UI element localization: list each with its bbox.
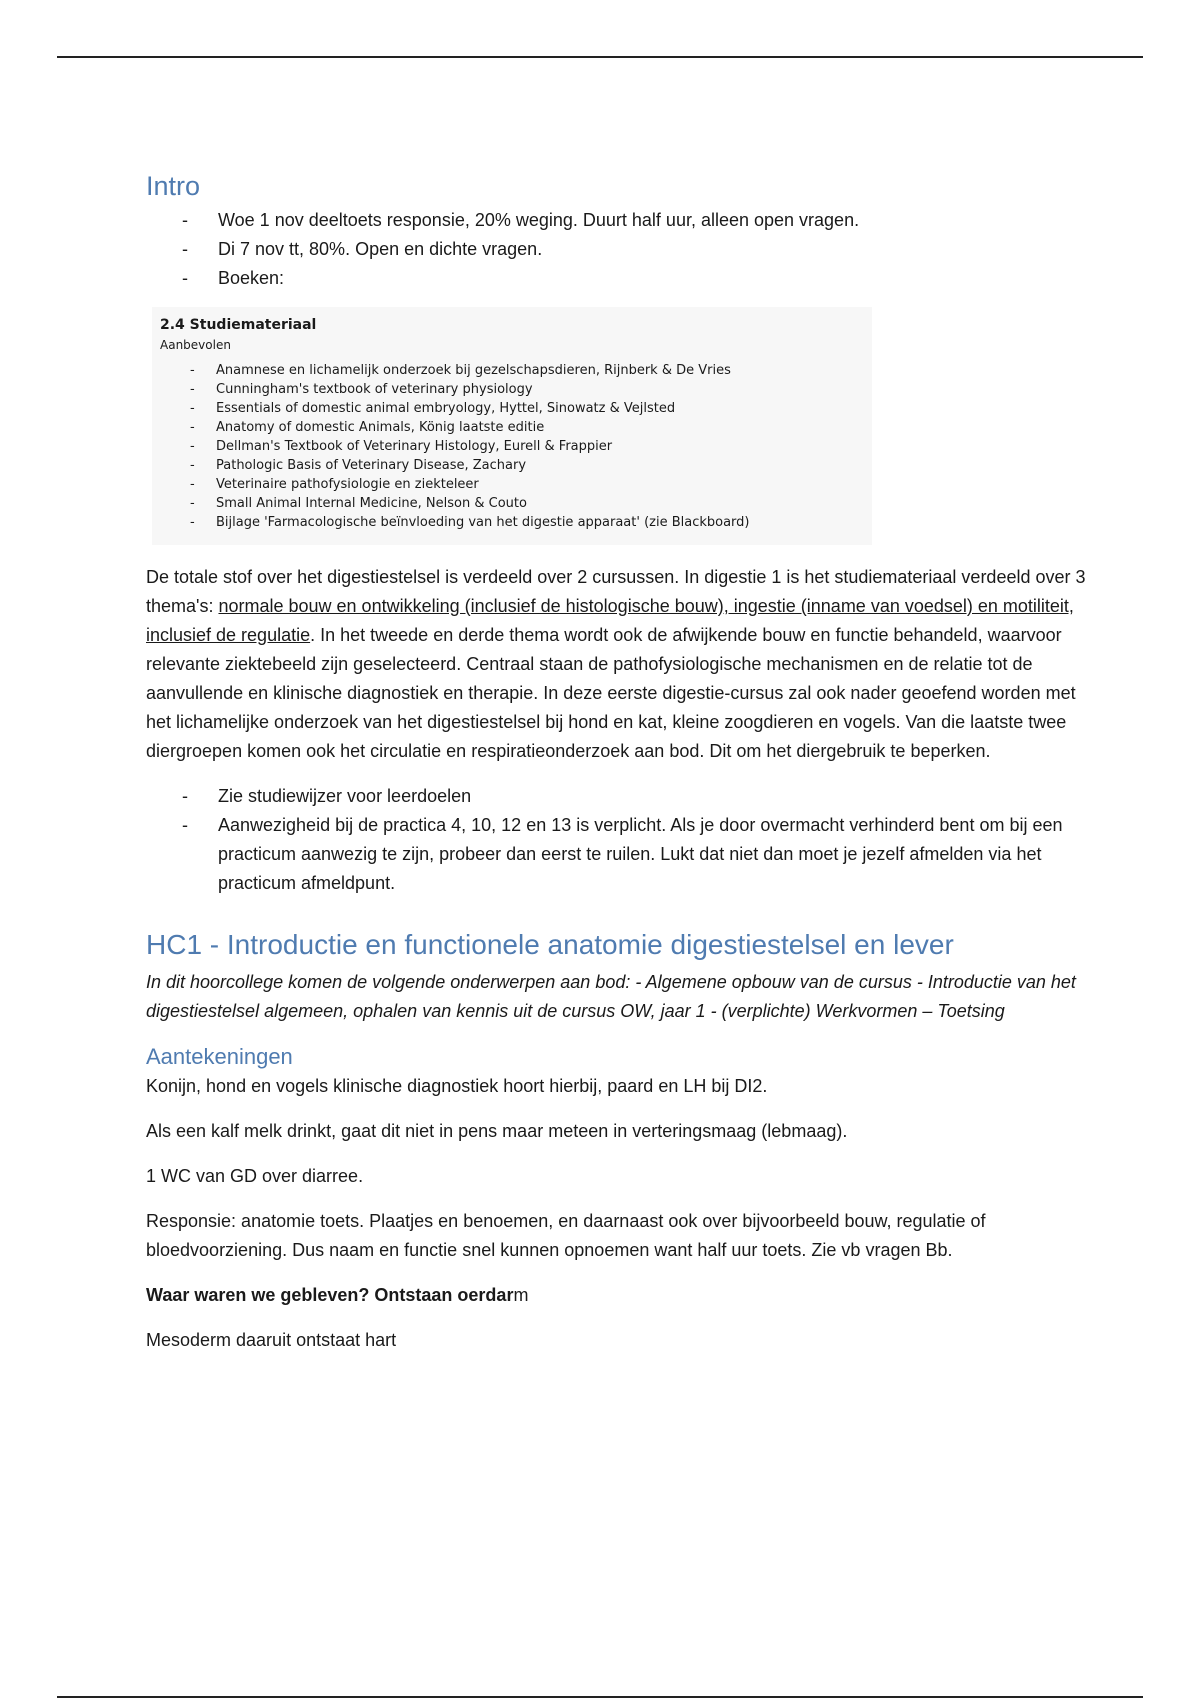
note-line: 1 WC van GD over diarree.: [146, 1166, 364, 1186]
hc1-heading: HC1 - Introductie en functionele anatomie digestiestelsel en lever: [146, 929, 954, 960]
studiemateriaal-title: 2.4 Studiemateriaal: [160, 317, 317, 333]
list-item: [146, 811, 1086, 898]
dash-marker: -: [182, 786, 188, 806]
book-list: [160, 361, 872, 532]
list-item-text: Boeken:: [218, 268, 285, 288]
list-item: [146, 782, 1086, 811]
note-line: Mesoderm daaruit ontstaat hart: [146, 1330, 397, 1350]
list-item: [146, 264, 1086, 293]
book-item: [160, 456, 872, 475]
book-title: Cunningham's textbook of veterinary physiology: [216, 382, 533, 397]
dash-marker: -: [190, 496, 195, 511]
book-title: Bijlage 'Farmacologische beïnvloeding van het digestie apparaat' (zie Blackboard): [216, 515, 750, 530]
book-item: [160, 437, 872, 456]
book-item: [160, 418, 872, 437]
dash-marker: -: [190, 458, 195, 473]
dash-marker: -: [190, 363, 195, 378]
list-item-text: Di 7 nov tt, 80%. Open en dichte vragen.: [218, 239, 543, 259]
book-title: Essentials of domestic animal embryology, Hyttel, Sinowatz & Vejlsted: [216, 401, 676, 416]
dash-marker: -: [182, 268, 188, 288]
note-line: Konijn, hond en vogels klinische diagnostiek hoort hierbij, paard en LH bij DI2.: [146, 1076, 768, 1096]
book-title: Anamnese en lichamelijk onderzoek bij gezelschapsdieren, Rijnberk & De Vries: [216, 363, 731, 378]
book-title: Small Animal Internal Medicine, Nelson & Couto: [216, 496, 527, 511]
note-bold-line: [146, 1281, 1086, 1310]
dash-marker: -: [190, 420, 195, 435]
book-item: [160, 513, 872, 532]
studiemateriaal-subtitle: Aanbevolen: [160, 338, 231, 352]
book-item: [160, 380, 872, 399]
list-item: [146, 235, 1086, 264]
dash-marker: -: [182, 210, 188, 230]
intro-heading: Intro: [146, 171, 201, 201]
studiemateriaal-image: [152, 307, 872, 545]
book-item: [160, 494, 872, 513]
dash-marker: -: [182, 239, 188, 259]
list-item: [146, 206, 1086, 235]
book-item: [160, 399, 872, 418]
plain-text: m: [513, 1285, 529, 1305]
dash-marker: -: [190, 515, 195, 530]
paragraph-text: De totale stof over het digestiestelsel is verdeeld over 2 cursussen. In digestie 1 is het studiemateriaal verdeeld over 3 thema's:: [146, 567, 1086, 616]
book-title: Dellman's Textbook of Veterinary Histology, Eurell & Frappier: [216, 439, 613, 454]
book-title: Anatomy of domestic Animals, König laatste editie: [216, 420, 545, 435]
book-item: [160, 361, 872, 380]
dash-marker: -: [182, 815, 188, 835]
requirements-list: [146, 782, 1086, 898]
notes-heading: Aantekeningen: [146, 1044, 293, 1069]
bottom-rule: [57, 1696, 1143, 1698]
bold-text: Waar waren we gebleven? Ontstaan oerdar: [146, 1285, 514, 1305]
note-line: Responsie: anatomie toets. Plaatjes en benoemen, en daarnaast ook over bijvoorbeeld bouw, regulatie of bloedvoorziening. Dus naam en functie snel kunnen opnoemen want half uur toets. Zie vb vragen Bb.: [146, 1211, 986, 1260]
dash-marker: -: [190, 439, 195, 454]
dash-marker: -: [190, 401, 195, 416]
course-description: [146, 563, 1086, 766]
list-item-text: Aanwezigheid bij de practica 4, 10, 12 en 13 is verplicht. Als je door overmacht verhinderd bent om bij een practicum aanwezig te zijn, probeer dan eerst te ruilen. Lukt dat niet dan moet je jezelf afmelden via het practicum afmeldpunt.: [218, 815, 1063, 893]
book-title: Veterinaire pathofysiologie en ziekteleer: [216, 477, 479, 492]
hc1-intro: In dit hoorcollege komen de volgende onderwerpen aan bod: - Algemene opbouw van de cursus - Introductie van het digestiestelsel algemeen, ophalen van kennis uit de cursus OW, jaar 1 - (verplichte) Werkvormen – Toetsing: [146, 972, 1076, 1021]
underlined-themes: normale bouw en ontwikkeling (inclusief de histologische bouw), ingestie (inname van voedsel) en motiliteit, inclusief de regulatie: [146, 596, 1074, 645]
dash-marker: -: [190, 477, 195, 492]
list-item-text: Woe 1 nov deeltoets responsie, 20% weging. Duurt half uur, alleen open vragen.: [218, 210, 860, 230]
note-line: Als een kalf melk drinkt, gaat dit niet in pens maar meteen in verteringsmaag (lebmaag).: [146, 1121, 848, 1141]
list-item-text: Zie studiewijzer voor leerdoelen: [218, 786, 472, 806]
document-page: [146, 168, 1086, 1355]
dash-marker: -: [190, 382, 195, 397]
book-title: Pathologic Basis of Veterinary Disease, Zachary: [216, 458, 527, 473]
book-item: [160, 475, 872, 494]
paragraph-text: . In het tweede en derde thema wordt ook de afwijkende bouw en functie behandeld, waarvoor relevante ziektebeeld zijn geselecteerd. Centraal staan de pathofysiologische mechanismen en de relatie tot de aanvullende en klinische diagnostiek en therapie. In deze eerste digestie-cursus zal ook nader geoefend worden met het lichamelijke onderzoek van het digestiestelsel bij hond en kat, kleine zoogdieren en vogels. Van die laatste twee diergroepen komen ook het circulatie en respiratieonderzoek aan bod. Dit om het diergebruik te beperken.: [146, 625, 1076, 761]
intro-bullet-list: [146, 206, 1086, 293]
top-rule: [57, 56, 1143, 58]
